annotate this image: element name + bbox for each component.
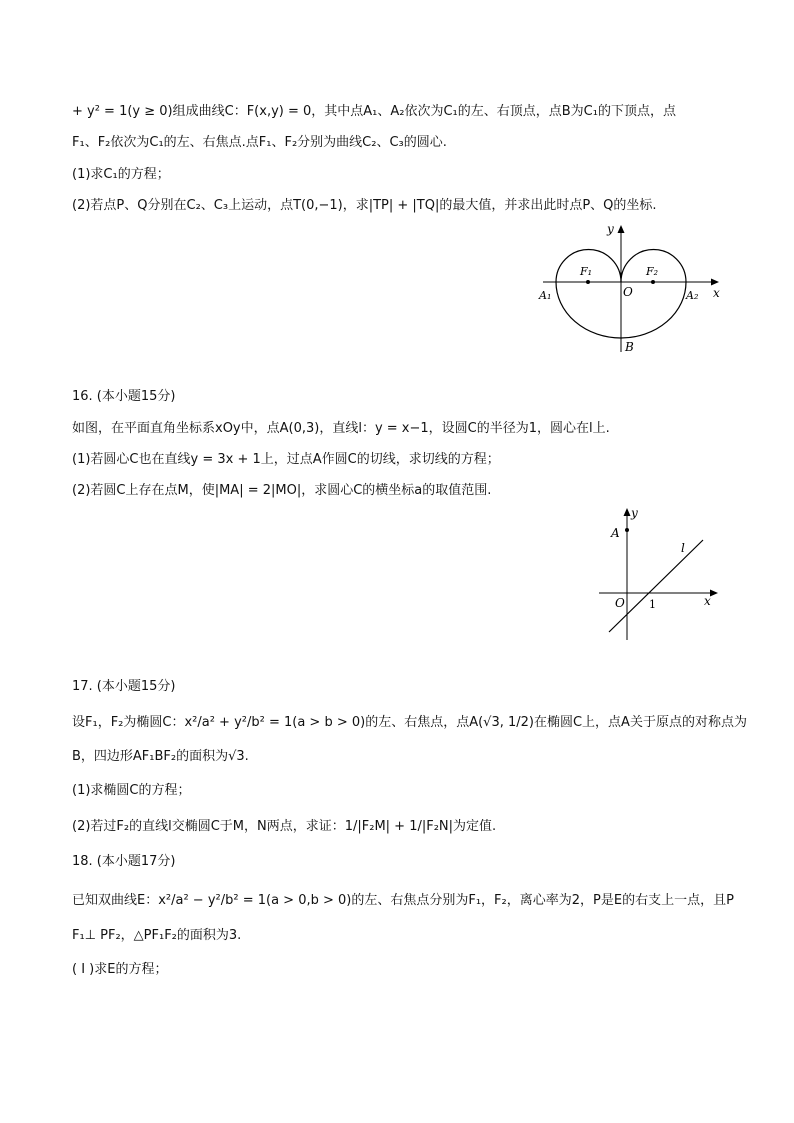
label-x: x (713, 286, 720, 300)
y-axis-arrow-icon (618, 225, 625, 233)
q17-stem-line-1: 设F₁，F₂为椭圆C：x²/a² + y²/b² = 1(a > b > 0)的左、右焦点，点A(√3, 1/2)在椭圆C上，点A关于原点的对称点为 (72, 715, 747, 730)
q16-heading: 16. (本小题15分) (72, 389, 176, 404)
label-l: l (681, 541, 685, 555)
q15-text-line-2: F₁、F₂依次为C₁的左、右焦点.点F₁、F₂分别为曲线C₂、C₃的圆心. (72, 135, 447, 150)
figure-line-l (595, 500, 725, 645)
q16-part-1: (1)若圆心C也在直线y = 3x + 1上，过点A作圆C的切线，求切线的方程； (72, 452, 500, 467)
q18-stem-line-2: F₁⊥ PF₂，△PF₁F₂的面积为3. (72, 928, 242, 943)
label-x: x (704, 594, 711, 608)
label-f2: F₂ (646, 265, 659, 278)
q18-part-1: ( I )求E的方程； (72, 962, 168, 977)
label-a: A (611, 526, 620, 540)
x-axis-arrow-icon (710, 590, 718, 597)
q16-part-2: (2)若圆C上存在点M，使|MA| = 2|MO|，求圆心C的横坐标a的取值范围. (72, 483, 492, 498)
focus-f2-point (651, 280, 655, 284)
q17-part-1: (1)求椭圆C的方程； (72, 783, 191, 798)
label-f1: F₁ (580, 265, 593, 278)
q17-part-2: (2)若过F₂的直线l交椭圆C于M，N两点，求证：1/|F₂M| + 1/|F₂N|为定值. (72, 819, 497, 834)
label-y: y (607, 222, 614, 236)
q15-part-1: (1)求C₁的方程； (72, 167, 170, 182)
label-a1: A₁ (539, 289, 552, 302)
q18-stem-line-1: 已知双曲线E：x²/a² − y²/b² = 1(a > 0,b > 0)的左、右焦点分别为F₁，F₂，离心率为2，P是E的右支上一点，且P (72, 893, 734, 908)
point-a (625, 528, 629, 532)
figure-curve-c (535, 220, 725, 360)
line-l (609, 540, 703, 632)
q18-heading: 18. (本小题17分) (72, 854, 176, 869)
label-one: 1 (649, 598, 656, 611)
y-axis-arrow-icon (624, 508, 631, 516)
label-o: O (623, 285, 633, 299)
q17-heading: 17. (本小题15分) (72, 679, 176, 694)
q15-part-2: (2)若点P、Q分别在C₂、C₃上运动，点T(0,−1)，求|TP| + |TQ|的最大值，并求出此时点P、Q的坐标. (72, 198, 657, 213)
q16-stem: 如图，在平面直角坐标系xOy中，点A(0,3)，直线l：y = x−1，设圆C的半径为1，圆心在l上. (72, 421, 610, 436)
label-o: O (615, 596, 625, 610)
label-y: y (631, 506, 638, 520)
label-b: B (625, 340, 634, 354)
focus-f1-point (586, 280, 590, 284)
x-axis-arrow-icon (711, 279, 719, 286)
q17-stem-line-2: B，四边形AF₁BF₂的面积为√3. (72, 749, 249, 764)
q15-text-line-1: + y² = 1(y ≥ 0)组成曲线C：F(x,y) = 0，其中点A₁、A₂依次为C₁的左、右顶点，点B为C₁的下顶点，点 (72, 104, 676, 119)
label-a2: A₂ (686, 289, 699, 302)
